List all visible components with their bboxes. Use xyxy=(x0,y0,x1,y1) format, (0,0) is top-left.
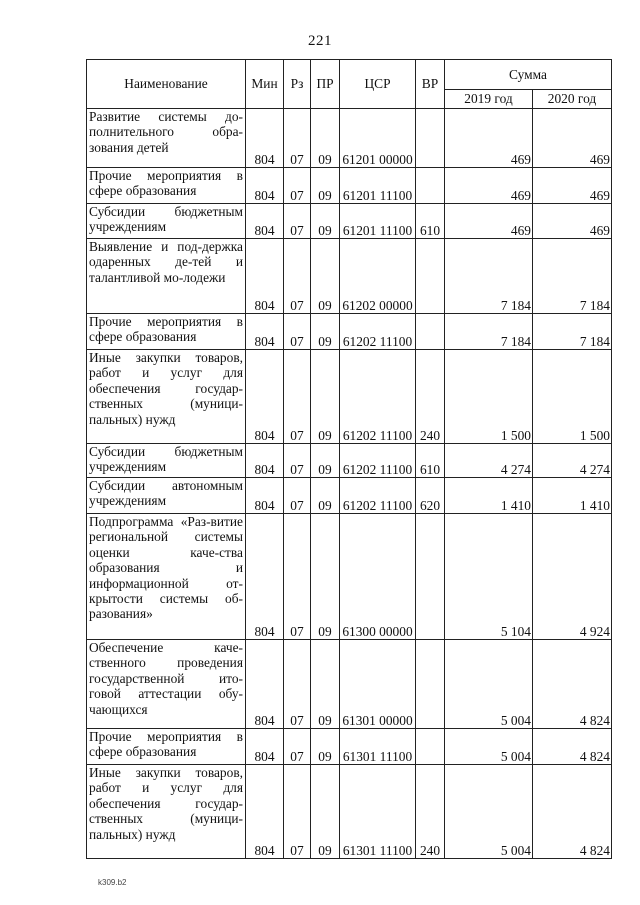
row-vr xyxy=(416,514,445,640)
row-pr: 09 xyxy=(311,640,340,729)
table-row xyxy=(87,444,612,478)
row-name: Иные закупки товаров, работ и услуг для обеспечения государ-ственных (муници-пальных) нужд xyxy=(87,350,246,444)
row-sum-2019: 4 274 xyxy=(445,444,533,478)
row-min: 804 xyxy=(246,444,284,478)
row-vr xyxy=(416,239,445,314)
row-csr: 61202 00000 xyxy=(340,239,416,314)
row-sum-2020: 1 410 xyxy=(533,478,612,514)
table-row xyxy=(87,239,612,314)
row-sum-2020: 7 184 xyxy=(533,314,612,350)
row-min: 804 xyxy=(246,640,284,729)
row-name: Прочие мероприятия в сфере образования xyxy=(87,168,246,204)
row-min: 804 xyxy=(246,314,284,350)
table-row xyxy=(87,109,612,168)
row-sum-2020: 469 xyxy=(533,168,612,204)
row-csr: 61201 11100 xyxy=(340,204,416,239)
row-csr: 61301 11100 xyxy=(340,765,416,859)
row-min: 804 xyxy=(246,168,284,204)
row-rz: 07 xyxy=(284,204,311,239)
table-row xyxy=(87,765,612,859)
row-csr: 61202 11100 xyxy=(340,478,416,514)
header-name: Наименование xyxy=(87,60,246,109)
row-name: Субсидии бюджетным учреждениям xyxy=(87,204,246,239)
row-sum-2019: 469 xyxy=(445,204,533,239)
row-sum-2019: 5 004 xyxy=(445,640,533,729)
row-min: 804 xyxy=(246,765,284,859)
row-rz: 07 xyxy=(284,765,311,859)
row-vr xyxy=(416,314,445,350)
row-name: Обеспечение каче-ственного проведения государственной ито-говой аттестации обу-чающихся xyxy=(87,640,246,729)
budget-table xyxy=(86,59,612,859)
row-sum-2019: 5 104 xyxy=(445,514,533,640)
row-name: Иные закупки товаров, работ и услуг для обеспечения государ-ственных (муници-пальных) нужд xyxy=(87,765,246,859)
table-row xyxy=(87,168,612,204)
row-sum-2019: 469 xyxy=(445,168,533,204)
header-vr: ВР xyxy=(416,60,445,109)
row-vr xyxy=(416,109,445,168)
row-rz: 07 xyxy=(284,640,311,729)
row-csr: 61201 00000 xyxy=(340,109,416,168)
table-row xyxy=(87,350,612,444)
table-row xyxy=(87,478,612,514)
row-name: Прочие мероприятия в сфере образования xyxy=(87,729,246,765)
row-name: Выявление и под-держка одаренных де-тей и талантливой мо-лодежи xyxy=(87,239,246,314)
row-vr: 610 xyxy=(416,444,445,478)
row-min: 804 xyxy=(246,239,284,314)
row-sum-2019: 7 184 xyxy=(445,239,533,314)
row-min: 804 xyxy=(246,109,284,168)
header-pr: ПР xyxy=(311,60,340,109)
row-min: 804 xyxy=(246,204,284,239)
row-sum-2019: 5 004 xyxy=(445,729,533,765)
table-row xyxy=(87,729,612,765)
row-pr: 09 xyxy=(311,514,340,640)
row-pr: 09 xyxy=(311,168,340,204)
row-sum-2019: 7 184 xyxy=(445,314,533,350)
row-pr: 09 xyxy=(311,239,340,314)
row-sum-2020: 4 824 xyxy=(533,640,612,729)
row-csr: 61301 00000 xyxy=(340,640,416,729)
row-vr xyxy=(416,168,445,204)
row-pr: 09 xyxy=(311,765,340,859)
row-pr: 09 xyxy=(311,350,340,444)
row-pr: 09 xyxy=(311,109,340,168)
row-csr: 61202 11100 xyxy=(340,314,416,350)
table-body xyxy=(87,109,612,859)
row-vr xyxy=(416,729,445,765)
table-row xyxy=(87,314,612,350)
page-number: 221 xyxy=(308,33,332,49)
row-sum-2019: 5 004 xyxy=(445,765,533,859)
table-row xyxy=(87,514,612,640)
row-sum-2020: 4 824 xyxy=(533,729,612,765)
row-min: 804 xyxy=(246,478,284,514)
row-min: 804 xyxy=(246,729,284,765)
row-rz: 07 xyxy=(284,314,311,350)
header-rz: Рз xyxy=(284,60,311,109)
row-name: Подпрограмма «Раз-витие региональной системы оценки каче-ства образования и информационной от-крытости системы об-разования» xyxy=(87,514,246,640)
row-rz: 07 xyxy=(284,444,311,478)
row-name: Прочие мероприятия в сфере образования xyxy=(87,314,246,350)
row-sum-2020: 1 500 xyxy=(533,350,612,444)
header-csr: ЦСР xyxy=(340,60,416,109)
row-csr: 61301 11100 xyxy=(340,729,416,765)
row-rz: 07 xyxy=(284,239,311,314)
footer-code: k309.b2 xyxy=(98,878,127,887)
row-sum-2020: 7 184 xyxy=(533,239,612,314)
header-2019: 2019 год xyxy=(445,90,533,109)
row-sum-2020: 469 xyxy=(533,109,612,168)
row-pr: 09 xyxy=(311,729,340,765)
table-row xyxy=(87,204,612,239)
row-pr: 09 xyxy=(311,478,340,514)
row-sum-2019: 469 xyxy=(445,109,533,168)
row-vr: 240 xyxy=(416,765,445,859)
row-sum-2020: 469 xyxy=(533,204,612,239)
row-csr: 61202 11100 xyxy=(340,444,416,478)
row-pr: 09 xyxy=(311,204,340,239)
row-min: 804 xyxy=(246,350,284,444)
row-sum-2020: 4 274 xyxy=(533,444,612,478)
row-sum-2019: 1 410 xyxy=(445,478,533,514)
row-rz: 07 xyxy=(284,514,311,640)
table-row xyxy=(87,640,612,729)
row-vr: 620 xyxy=(416,478,445,514)
row-vr: 240 xyxy=(416,350,445,444)
row-name: Субсидии бюджетным учреждениям xyxy=(87,444,246,478)
row-rz: 07 xyxy=(284,109,311,168)
row-csr: 61202 11100 xyxy=(340,350,416,444)
header-sum: Сумма xyxy=(445,60,612,90)
row-rz: 07 xyxy=(284,168,311,204)
row-csr: 61300 00000 xyxy=(340,514,416,640)
row-rz: 07 xyxy=(284,478,311,514)
row-csr: 61201 11100 xyxy=(340,168,416,204)
row-sum-2020: 4 924 xyxy=(533,514,612,640)
header-2020: 2020 год xyxy=(533,90,612,109)
row-pr: 09 xyxy=(311,444,340,478)
row-name: Развитие системы до-полнительного обра-зования детей xyxy=(87,109,246,168)
row-sum-2019: 1 500 xyxy=(445,350,533,444)
row-sum-2020: 4 824 xyxy=(533,765,612,859)
row-pr: 09 xyxy=(311,314,340,350)
row-name: Субсидии автономным учреждениям xyxy=(87,478,246,514)
row-rz: 07 xyxy=(284,350,311,444)
header-min: Мин xyxy=(246,60,284,109)
row-min: 804 xyxy=(246,514,284,640)
row-vr: 610 xyxy=(416,204,445,239)
row-vr xyxy=(416,640,445,729)
row-rz: 07 xyxy=(284,729,311,765)
